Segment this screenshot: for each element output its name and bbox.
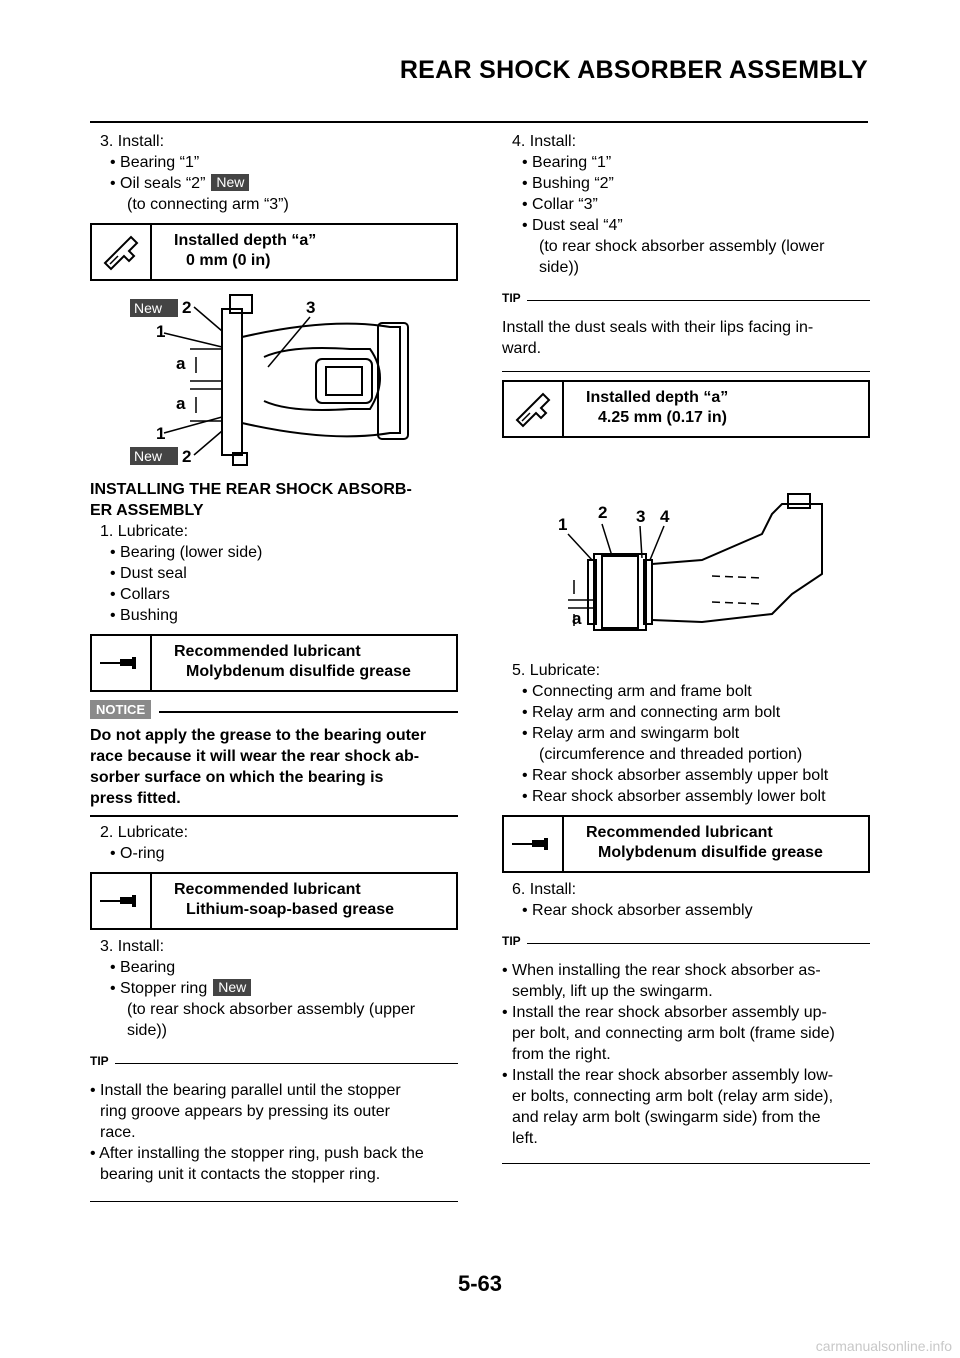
tip-line: er bolts, connecting arm bolt (relay arm side),: [512, 1088, 834, 1105]
list-item: • Connecting arm and frame bolt: [522, 683, 752, 700]
notice-badge: NOTICE: [90, 700, 151, 719]
list-item: • O-ring: [110, 845, 165, 862]
page-number: 5-63: [457, 1271, 503, 1296]
tip-end-rule: [502, 371, 870, 372]
step-1-lubricate: 1. Lubricate:: [100, 523, 189, 540]
label-3: 3: [306, 298, 316, 317]
spec-value: 0 mm (0 in): [186, 252, 271, 269]
list-item: • Bushing “2”: [522, 175, 614, 192]
new-badge: New: [211, 174, 249, 191]
list-item: (to rear shock absorber assembly (upper: [127, 1001, 416, 1018]
list-item: • Collar “3”: [522, 196, 598, 213]
section-heading: [90, 479, 458, 521]
label-2: 2: [182, 298, 192, 317]
tip-line: • Install the bearing parallel until the stopper: [90, 1082, 401, 1099]
tip-line: sembly, lift up the swingarm.: [512, 983, 713, 1000]
spec-box-installed-depth: [90, 223, 458, 281]
spec-box-lubricant: [90, 872, 458, 930]
list-item: • Rear shock absorber assembly upper bolt: [522, 767, 829, 784]
tip-line: left.: [512, 1130, 538, 1147]
tip-rule: [115, 1063, 458, 1064]
spec-box-installed-depth: [502, 380, 870, 438]
notice-header: [90, 700, 458, 719]
label-1: 1: [156, 322, 166, 341]
list-item: • Bushing: [110, 607, 178, 624]
label-1: 1: [558, 515, 568, 534]
list-item-text: • Oil seals “2”: [110, 175, 206, 192]
notice-end-rule: [90, 815, 458, 817]
list-item: side)): [539, 259, 580, 276]
label-a: a: [176, 394, 186, 413]
step-6-install: 6. Install:: [512, 881, 577, 898]
spec-value: 4.25 mm (0.17 in): [598, 409, 727, 426]
tip-header: [502, 931, 870, 952]
tip-label: TIP: [502, 934, 521, 948]
right-column: [502, 131, 870, 1164]
step-3-install: 3. Install:: [100, 133, 165, 150]
spec-title: Recommended lubricant: [174, 881, 361, 898]
spec-title: Recommended lubricant: [174, 643, 361, 660]
notice-line: race because it will wear the rear shock ab-: [90, 748, 420, 765]
tip-header: [502, 288, 870, 309]
list-item: • Rear shock absorber assembly: [522, 902, 753, 919]
tip-line: from the right.: [512, 1046, 611, 1063]
list-item: [90, 173, 458, 194]
list-item: • Bearing (lower side): [110, 544, 263, 561]
left-column: [90, 131, 458, 1202]
label-4: 4: [660, 507, 670, 526]
list-item: • Relay arm and connecting arm bolt: [522, 704, 781, 721]
spec-value: Molybdenum disulfide grease: [186, 663, 411, 680]
tip-rule: [527, 943, 870, 944]
tip-end-rule: [90, 1201, 458, 1202]
notice-line: Do not apply the grease to the bearing outer: [90, 727, 427, 744]
tip-rule: [527, 300, 870, 301]
label-1: 1: [156, 424, 166, 443]
label-2: 2: [182, 447, 192, 466]
notice-text: [90, 725, 458, 809]
list-item: side)): [127, 1022, 168, 1039]
page-title: REAR SHOCK ABSORBER ASSEMBLY: [399, 56, 868, 84]
label-a: a: [176, 354, 186, 373]
heading-line: INSTALLING THE REAR SHOCK ABSORB-: [90, 481, 412, 498]
list-item: (to rear shock absorber assembly (lower: [539, 238, 825, 255]
notice-rule: [159, 711, 458, 713]
spec-box-lubricant: [90, 634, 458, 692]
tip-line: ring groove appears by pressing its outer: [100, 1103, 390, 1120]
new-badge: New: [134, 448, 163, 464]
list-item: • Relay arm and swingarm bolt: [522, 725, 740, 742]
list-item: • Bearing: [110, 959, 176, 976]
tip-header: [90, 1051, 458, 1072]
header-rule: [90, 121, 868, 123]
grease-gun-icon: [504, 817, 564, 871]
list-item: (circumference and threaded portion): [539, 746, 803, 763]
tip-line: and relay arm bolt (swingarm side) from the: [512, 1109, 821, 1126]
step-5-lubricate: 5. Lubricate:: [512, 662, 601, 679]
tip-label: TIP: [502, 291, 521, 305]
spec-value: Molybdenum disulfide grease: [598, 844, 823, 861]
watermark: carmanualsonline.info: [815, 1338, 952, 1354]
grease-gun-icon: [92, 874, 152, 928]
tip-line: Install the dust seals with their lips facing in-: [502, 319, 814, 336]
notice-line: press fitted.: [90, 790, 181, 807]
list-item: • Rear shock absorber assembly lower bolt: [522, 788, 826, 805]
list-item: • Dust seal “4”: [522, 217, 623, 234]
list-item: • Dust seal: [110, 565, 187, 582]
tip-line: • Install the rear shock absorber assembly low-: [502, 1067, 834, 1084]
list-item: [90, 978, 458, 999]
caliper-icon: [504, 382, 564, 436]
label-a: a: [572, 609, 582, 628]
tip-label: TIP: [90, 1054, 109, 1068]
tip-line: • After installing the stopper ring, push back the: [90, 1145, 424, 1162]
step-3-install: 3. Install:: [100, 938, 165, 955]
tip-line: per bolt, and connecting arm bolt (frame side): [512, 1025, 835, 1042]
shock-lower-eye-figure: [502, 464, 870, 654]
list-item: • Bearing “1”: [110, 154, 200, 171]
spec-title: Installed depth “a”: [174, 232, 317, 249]
list-item: • Bearing “1”: [522, 154, 612, 171]
step-4-install: 4. Install:: [512, 133, 577, 150]
tip-line: • Install the rear shock absorber assembly up-: [502, 1004, 827, 1021]
label-2: 2: [598, 503, 608, 522]
tip-line: bearing unit it contacts the stopper ring.: [100, 1166, 381, 1183]
new-badge: New: [134, 300, 163, 316]
tip-line: ward.: [502, 340, 542, 357]
new-badge: New: [213, 979, 251, 996]
list-item-text: • Stopper ring: [110, 980, 208, 997]
tip-line: • When installing the rear shock absorber as-: [502, 962, 821, 979]
spec-title: Recommended lubricant: [586, 824, 773, 841]
caliper-icon: [92, 225, 152, 279]
label-3: 3: [636, 507, 646, 526]
step-2-lubricate: 2. Lubricate:: [100, 824, 189, 841]
tip-line: race.: [100, 1124, 136, 1141]
heading-line: ER ASSEMBLY: [90, 502, 204, 519]
spec-title: Installed depth “a”: [586, 389, 729, 406]
spec-value: Lithium-soap-based grease: [186, 901, 395, 918]
connecting-arm-figure: [90, 287, 458, 473]
grease-gun-icon: [92, 636, 152, 690]
tip-end-rule: [502, 1163, 870, 1164]
list-item: • Collars: [110, 586, 170, 603]
spec-box-lubricant: [502, 815, 870, 873]
notice-line: sorber surface on which the bearing is: [90, 769, 384, 786]
list-item: (to connecting arm “3”): [127, 196, 289, 213]
